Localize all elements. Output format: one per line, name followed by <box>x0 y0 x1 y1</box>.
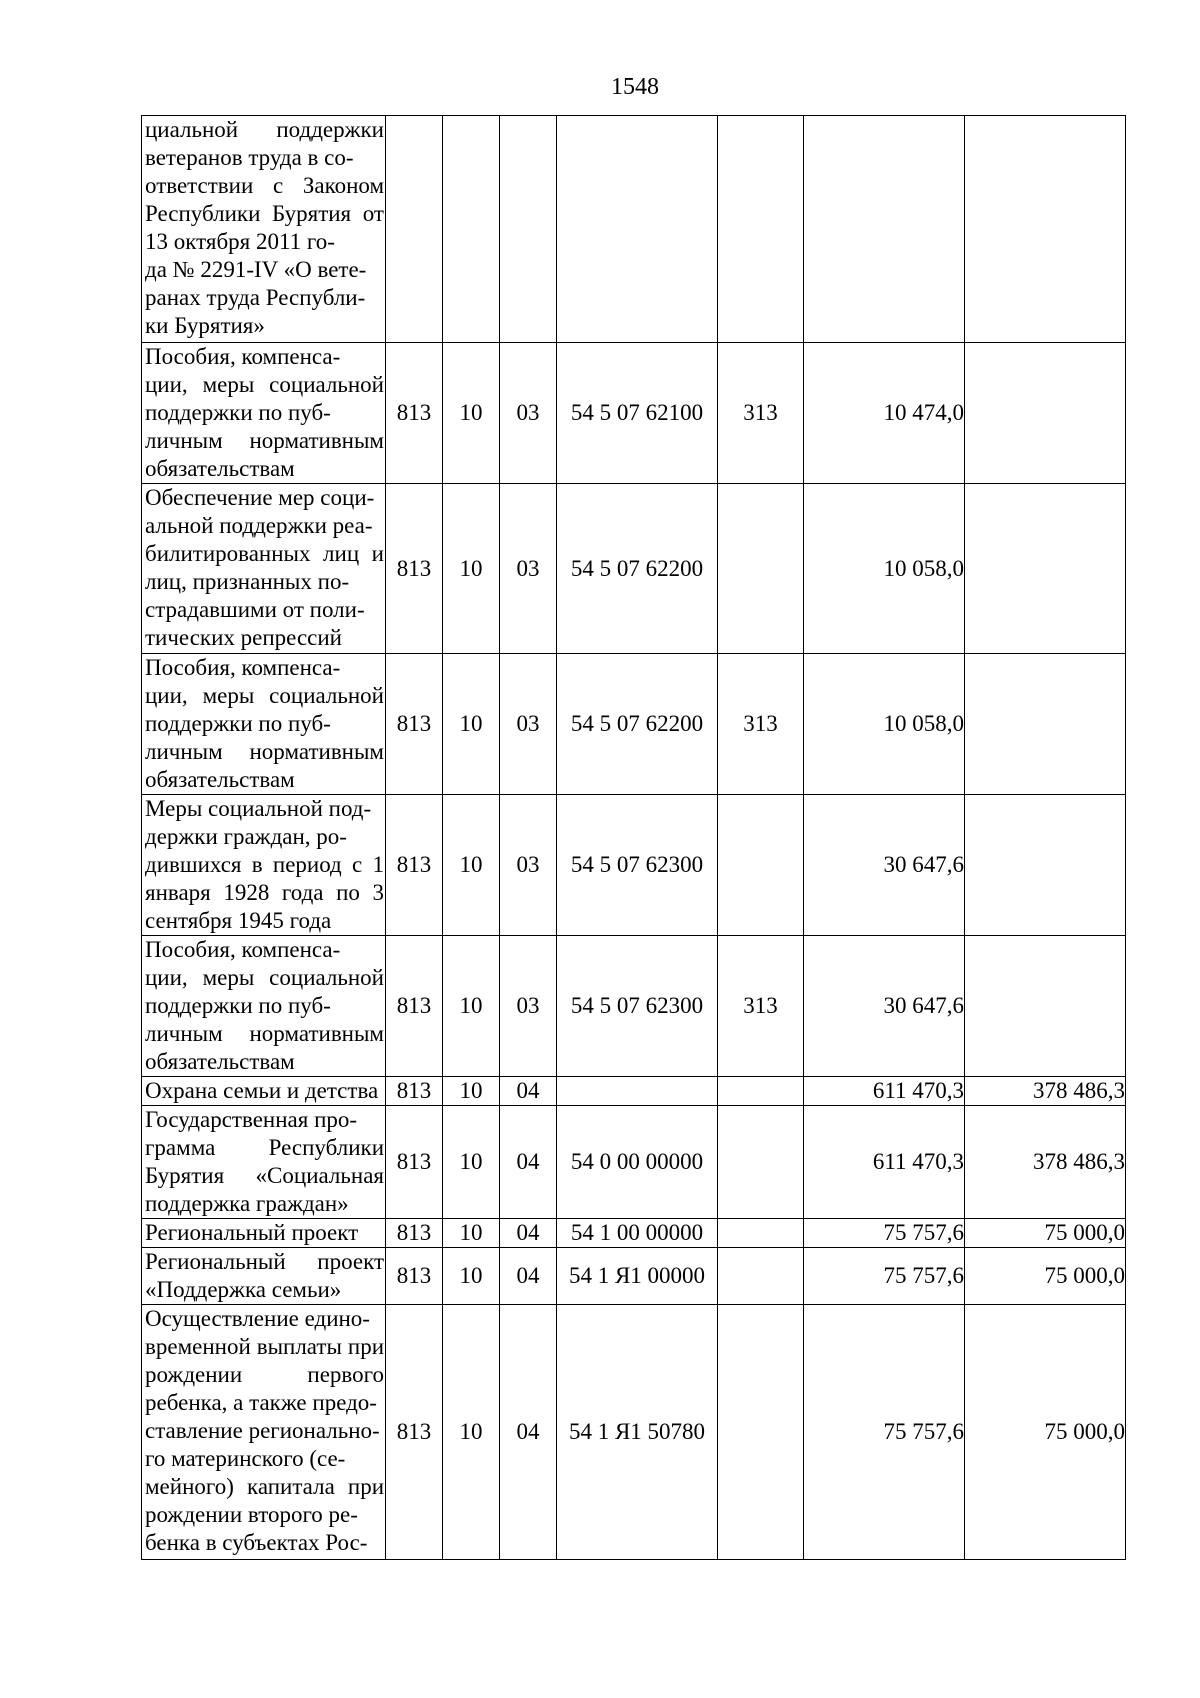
subsection-code-cell: 04 <box>500 1106 557 1219</box>
section-code-cell: 10 <box>443 1077 500 1106</box>
subsection-code-cell: 04 <box>500 1219 557 1248</box>
ved-code-cell <box>386 116 443 343</box>
sum-2-cell <box>965 484 1126 654</box>
row-name-cell: Пособия, компенса- ции, меры социальной поддержки по пуб- личным нормативным обязательствам <box>142 343 386 484</box>
table-body <box>142 116 1126 1560</box>
sum-1-cell: 611 470,3 <box>804 1077 965 1106</box>
table-row <box>142 936 1126 1077</box>
expense-type-cell: 313 <box>718 343 804 484</box>
row-name-cell: Обеспечение мер соци- альной поддержки реа- билитированных лиц и лиц, признанных по- страдавшими от поли- тических репрессий <box>142 484 386 654</box>
ved-code-cell: 813 <box>386 484 443 654</box>
table-row <box>142 795 1126 936</box>
subsection-code-cell <box>500 116 557 343</box>
section-code-cell <box>443 116 500 343</box>
ved-code-cell: 813 <box>386 654 443 795</box>
expense-type-cell <box>718 1248 804 1305</box>
ved-code-cell: 813 <box>386 1106 443 1219</box>
row-name-cell: Государственная про- грамма Республики Бурятия «Социальная поддержка граждан» <box>142 1106 386 1219</box>
subsection-code-cell: 04 <box>500 1077 557 1106</box>
row-name-cell: Охрана семьи и детства <box>142 1077 386 1106</box>
row-name-cell: Региональный проект <box>142 1219 386 1248</box>
target-article-cell: 54 1 00 00000 <box>557 1219 718 1248</box>
row-name-cell: Пособия, компенса- ции, меры социальной поддержки по пуб- личным нормативным обязательствам <box>142 936 386 1077</box>
sum-1-cell: 75 757,6 <box>804 1305 965 1560</box>
row-name-cell: Пособия, компенса- ции, меры социальной поддержки по пуб- личным нормативным обязательствам <box>142 654 386 795</box>
table-row <box>142 116 1126 343</box>
section-code-cell: 10 <box>443 1106 500 1219</box>
section-code-cell: 10 <box>443 1305 500 1560</box>
target-article-cell: 54 1 Я1 00000 <box>557 1248 718 1305</box>
target-article-cell: 54 5 07 62200 <box>557 484 718 654</box>
subsection-code-cell: 03 <box>500 343 557 484</box>
ved-code-cell: 813 <box>386 343 443 484</box>
table-row <box>142 343 1126 484</box>
expense-type-cell <box>718 1077 804 1106</box>
section-code-cell: 10 <box>443 654 500 795</box>
table-row <box>142 1219 1126 1248</box>
section-code-cell: 10 <box>443 795 500 936</box>
target-article-cell: 54 5 07 62300 <box>557 795 718 936</box>
target-article-cell: 54 5 07 62100 <box>557 343 718 484</box>
row-name-cell: Осуществление едино- временной выплаты при рождении первого ребенка, а также предо- ставление регионально- го материнского (се- мейного) капитала при рождении второго ре- бенка в субъектах Рос- <box>142 1305 386 1560</box>
sum-1-cell: 75 757,6 <box>804 1248 965 1305</box>
target-article-cell: 54 1 Я1 50780 <box>557 1305 718 1560</box>
section-code-cell: 10 <box>443 1248 500 1305</box>
sum-2-cell <box>965 936 1126 1077</box>
section-code-cell: 10 <box>443 1219 500 1248</box>
table-row <box>142 484 1126 654</box>
sum-2-cell: 75 000,0 <box>965 1248 1126 1305</box>
subsection-code-cell: 04 <box>500 1248 557 1305</box>
sum-2-cell <box>965 654 1126 795</box>
expense-type-cell: 313 <box>718 654 804 795</box>
sum-2-cell <box>965 795 1126 936</box>
section-code-cell: 10 <box>443 936 500 1077</box>
table-row <box>142 1305 1126 1560</box>
sum-2-cell <box>965 343 1126 484</box>
page-number: 1548 <box>611 74 659 100</box>
ved-code-cell: 813 <box>386 1077 443 1106</box>
target-article-cell: 54 5 07 62300 <box>557 936 718 1077</box>
subsection-code-cell: 03 <box>500 654 557 795</box>
sum-2-cell: 378 486,3 <box>965 1106 1126 1219</box>
target-article-cell: 54 0 00 00000 <box>557 1106 718 1219</box>
subsection-code-cell: 03 <box>500 795 557 936</box>
section-code-cell: 10 <box>443 343 500 484</box>
budget-table <box>141 115 1126 1560</box>
expense-type-cell <box>718 1106 804 1219</box>
sum-1-cell: 75 757,6 <box>804 1219 965 1248</box>
target-article-cell <box>557 116 718 343</box>
sum-1-cell: 611 470,3 <box>804 1106 965 1219</box>
table-row <box>142 1106 1126 1219</box>
subsection-code-cell: 04 <box>500 1305 557 1560</box>
expense-type-cell <box>718 795 804 936</box>
expense-type-cell <box>718 116 804 343</box>
sum-2-cell: 378 486,3 <box>965 1077 1126 1106</box>
expense-type-cell: 313 <box>718 936 804 1077</box>
target-article-cell <box>557 1077 718 1106</box>
ved-code-cell: 813 <box>386 1219 443 1248</box>
sum-1-cell: 10 058,0 <box>804 484 965 654</box>
row-name-cell: Региональный проект «Поддержка семьи» <box>142 1248 386 1305</box>
ved-code-cell: 813 <box>386 1248 443 1305</box>
table-row <box>142 1248 1126 1305</box>
row-name-cell: циальной поддержки ветеранов труда в со- ответствии с Законом Республики Бурятия от 13 октября 2011 го- да № 2291-IV «О вете- ранах труда Республи- ки Бурятия» <box>142 116 386 343</box>
ved-code-cell: 813 <box>386 795 443 936</box>
sum-1-cell: 10 058,0 <box>804 654 965 795</box>
sum-2-cell: 75 000,0 <box>965 1219 1126 1248</box>
sum-1-cell: 30 647,6 <box>804 936 965 1077</box>
table-row <box>142 654 1126 795</box>
row-name-cell: Меры социальной под- держки граждан, ро- дившихся в период с 1 января 1928 года по 3 сентября 1945 года <box>142 795 386 936</box>
section-code-cell: 10 <box>443 484 500 654</box>
subsection-code-cell: 03 <box>500 936 557 1077</box>
sum-1-cell: 10 474,0 <box>804 343 965 484</box>
sum-2-cell: 75 000,0 <box>965 1305 1126 1560</box>
sum-1-cell <box>804 116 965 343</box>
target-article-cell: 54 5 07 62200 <box>557 654 718 795</box>
expense-type-cell <box>718 484 804 654</box>
sum-2-cell <box>965 116 1126 343</box>
sum-1-cell: 30 647,6 <box>804 795 965 936</box>
table-row <box>142 1077 1126 1106</box>
expense-type-cell <box>718 1219 804 1248</box>
subsection-code-cell: 03 <box>500 484 557 654</box>
expense-type-cell <box>718 1305 804 1560</box>
ved-code-cell: 813 <box>386 1305 443 1560</box>
ved-code-cell: 813 <box>386 936 443 1077</box>
